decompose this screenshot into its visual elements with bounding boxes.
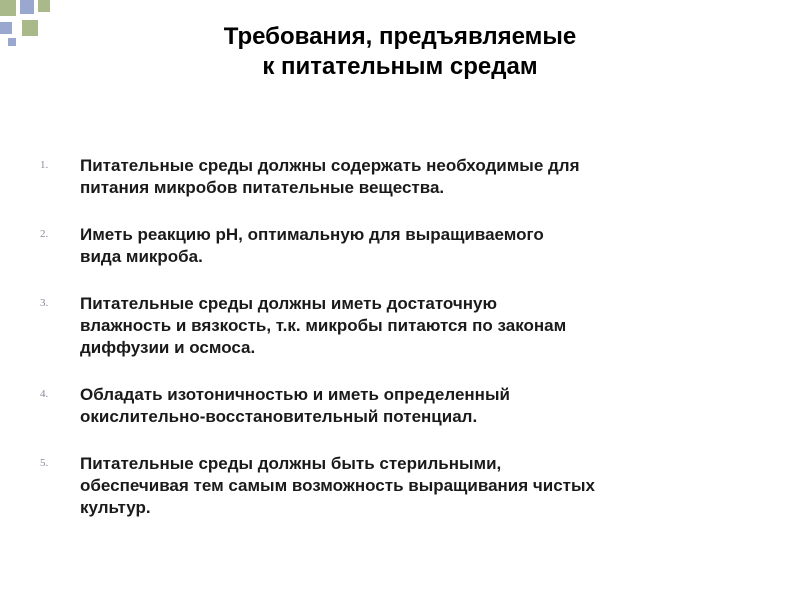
slide-title [120, 22, 680, 82]
list-item [40, 224, 770, 268]
list-item-number: 1. [40, 159, 49, 171]
corner-decoration [0, 0, 70, 50]
slide-title-line-1: Требования, предъявляемые [223, 23, 577, 50]
deco-square-blue-1 [20, 0, 34, 14]
list-item [40, 453, 770, 519]
list-item [40, 384, 770, 428]
deco-square-green-2 [38, 0, 50, 12]
list-item-text: Иметь реакцию рН, оптимальную для выращиваемого вида микроба. [80, 225, 544, 266]
list-item-text: Обладать изотоничностью и иметь определенный окислительно-восстановительный потенциал. [80, 385, 510, 426]
list-item [40, 155, 770, 199]
list-item-number: 4. [40, 388, 49, 400]
slide-title-line-2: к питательным средам [262, 53, 538, 80]
list-item-text: Питательные среды должны содержать необходимые для питания микробов питательные вещества. [80, 156, 580, 197]
list-item-text: Питательные среды должны иметь достаточную влажность и вязкость, т.к. микробы питаются по законам диффузии и осмоса. [80, 294, 567, 357]
requirements-list [40, 155, 770, 544]
list-item-number: 2. [40, 228, 49, 240]
deco-square-blue-3 [8, 38, 16, 46]
list-item-text: Питательные среды должны быть стерильными, обеспечивая тем самым возможность выращивания чистых культур. [80, 454, 595, 517]
deco-square-blue-2 [0, 22, 12, 34]
deco-square-green-3 [22, 20, 38, 36]
deco-square-green-1 [0, 0, 16, 16]
list-item-number: 3. [40, 297, 49, 309]
list-item-number: 5. [40, 457, 49, 469]
list-item [40, 293, 770, 359]
